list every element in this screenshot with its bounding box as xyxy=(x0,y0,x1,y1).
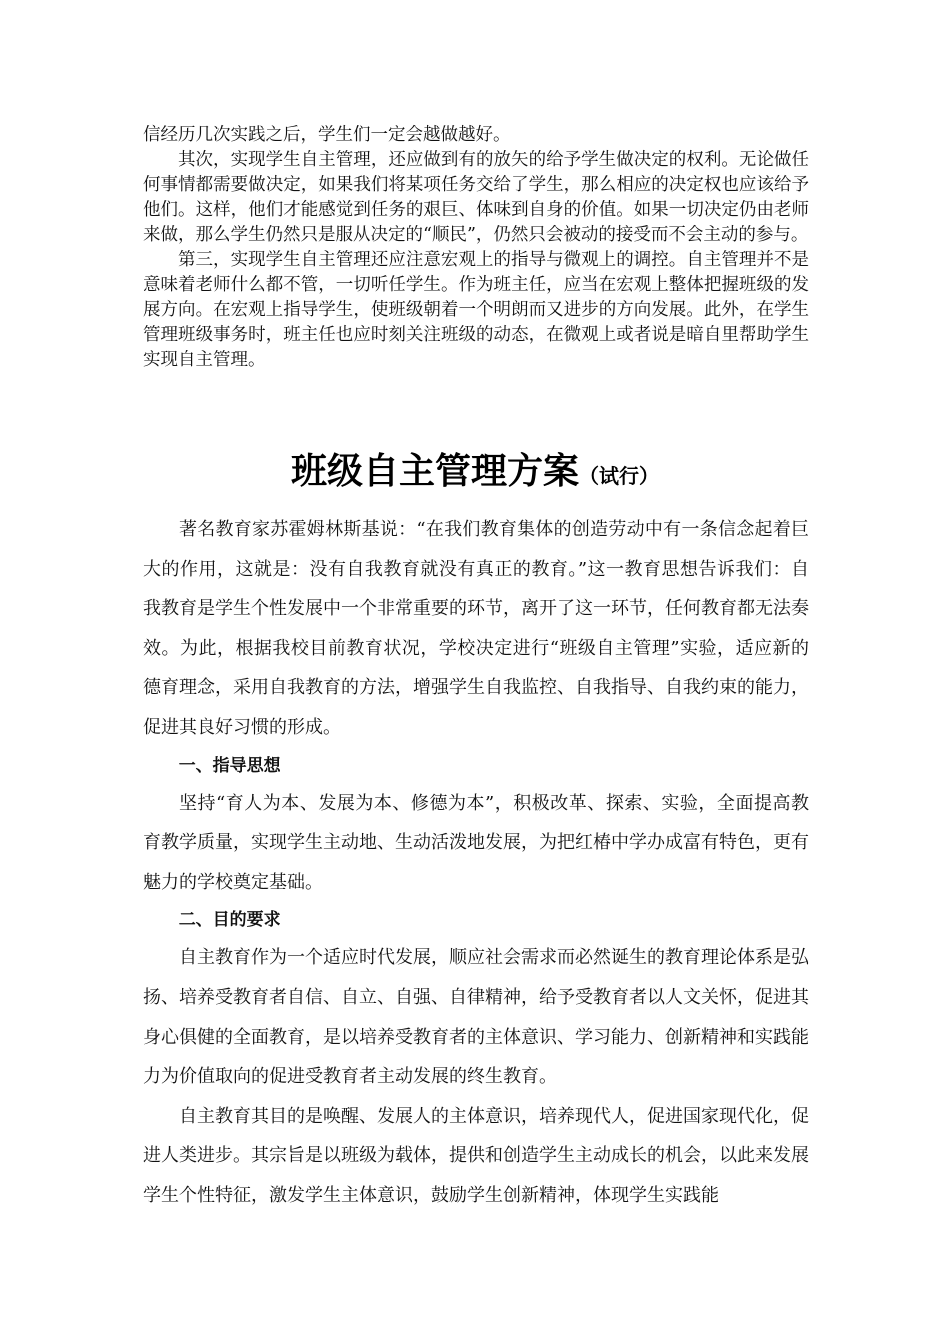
plan-body xyxy=(143,510,809,1216)
continuation-paragraph: 信经历几次实践之后，学生们一定会越做越好。 xyxy=(143,125,511,145)
body-paragraph: 第三，实现学生自主管理还应注意宏观上的指导与微观上的调控。自主管理并不是意味着老师什么都不管，一切听任学生。作为班主任，应当在宏观上整体把握班级的发展方向。在宏观上指导学生，使班级朝着一个明朗而又进步的方向发展。此外，在学生管理班级事务时，班主任也应时刻关注班级的动态，在微观上或者说是暗自里帮助学生实现自主管理。 xyxy=(143,250,809,370)
section-heading-objectives: 二、目的要求 xyxy=(178,910,281,931)
body-paragraph: 坚持“育人为本、发展为本、修德为本”，积极改革、探索、实验，全面提高教育教学质量，实现学生主动地、生动活泼地发展，为把红椿中学办成富有特色，更有魅力的学校奠定基础。 xyxy=(143,792,809,893)
intro-paragraph: 著名教育家苏霍姆林斯基说：“在我们教育集体的创造劳动中有一条信念起着巨大的作用，这就是：没有自我教育就没有真正的教育。”这一教育思想告诉我们：自我教育是学生个性发展中一个非常重要的环节，离开了这一环节，任何教育都无法奏效。为此，根据我校目前教育状况，学校决定进行“班级自主管理”实验，适应新的德育理念，采用自我教育的方法，增强学生自我监控、自我指导、自我约束的能力，促进其良好习惯的形成。 xyxy=(143,519,809,738)
document-title xyxy=(0,446,950,502)
section-heading-guiding-thought: 一、指导思想 xyxy=(178,755,281,776)
body-paragraph: 自主教育其目的是唤醒、发展人的主体意识，培养现代人，促进国家现代化，促进人类进步。其宗旨是以班级为载体，提供和创造学生主动成长的机会，以此来发展学生个性特征，激发学生主体意识，鼓励学生创新精神，体现学生实践能 xyxy=(143,1105,809,1206)
title-subtitle: （试行） xyxy=(579,464,659,488)
body-paragraph: 自主教育作为一个适应时代发展，顺应社会需求而必然诞生的教育理论体系是弘扬、培养受教育者自信、自立、自强、自律精神，给予受教育者以人文关怀，促进其身心俱健的全面教育，是以培养受教育者的主体意识、学习能力、创新精神和实践能力为价值取向的促进受教育者主动发展的终生教育。 xyxy=(143,947,809,1088)
previous-section-continuation xyxy=(143,123,809,373)
body-paragraph: 其次，实现学生自主管理，还应做到有的放矢的给予学生做决定的权利。无论做任何事情都需要做决定，如果我们将某项任务交给了学生，那么相应的决定权也应该给予他们。这样，他们才能感觉到任务的艰巨、体味到自身的价值。如果一切决定仍由老师来做，那么学生仍然只是服从决定的“顺民”，仍然只会被动的接受而不会主动的参与。 xyxy=(143,150,809,245)
title-main: 班级自主管理方案 xyxy=(290,451,579,492)
